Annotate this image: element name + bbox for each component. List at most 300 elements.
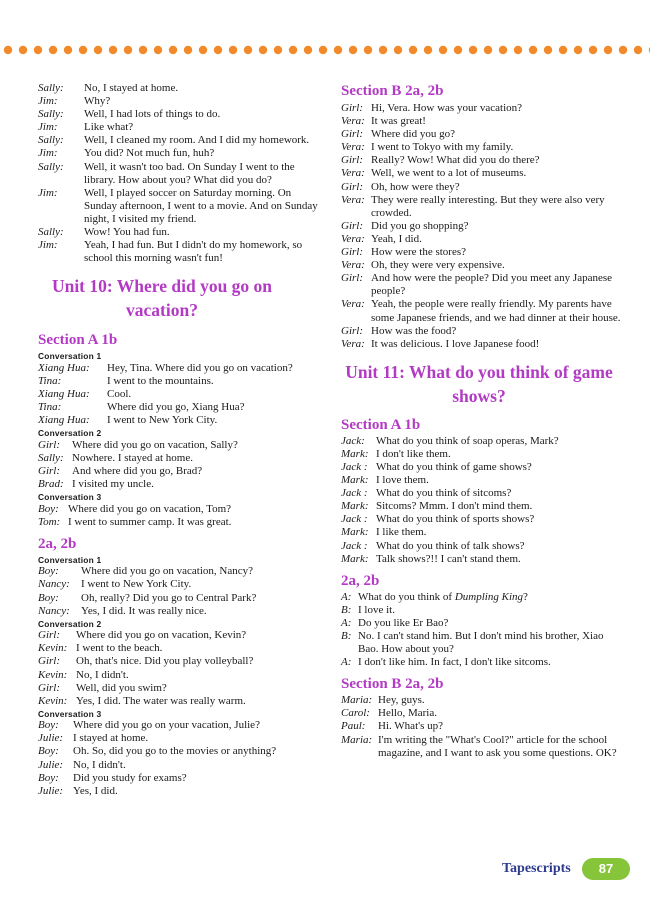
speaker-name: Girl: xyxy=(341,324,363,337)
dialogue-line xyxy=(38,226,320,239)
speaker-name: Julie: xyxy=(38,758,64,771)
dialogue-text xyxy=(84,187,320,226)
speaker-name: Vera: xyxy=(341,193,365,206)
speaker-name: Xiang Hua: xyxy=(38,414,90,427)
dialogue-text-part: I went to New York City. xyxy=(107,414,218,427)
dialogue-text-part: Yes, I did. xyxy=(73,784,118,797)
decorative-dot xyxy=(454,46,462,54)
dialogue-line xyxy=(341,325,623,338)
decorative-dot xyxy=(34,46,42,54)
speaker-name: Girl: xyxy=(38,464,60,477)
dialogue-line xyxy=(38,578,320,591)
dialogue-line xyxy=(341,167,623,180)
decorative-dot xyxy=(289,46,297,54)
dialogue-text xyxy=(358,630,623,656)
speaker-name: Sally: xyxy=(38,226,64,239)
decorative-dot xyxy=(424,46,432,54)
dialogue-text-part: I stayed at home. xyxy=(73,732,149,745)
dialogue-text-part: Like what? xyxy=(84,121,134,134)
speaker-name: Sally: xyxy=(38,451,64,464)
dialogue-text xyxy=(371,167,623,180)
decorative-dot xyxy=(439,46,447,54)
dialogue-line xyxy=(38,121,320,134)
dialogue-line xyxy=(341,604,623,617)
speaker-name: Girl: xyxy=(341,219,363,232)
dialogue-text-part: No. I can't stand him. But I don't mind his brother, Xiao Bao. How about you? xyxy=(358,630,604,656)
emphasized-title: Dumpling King xyxy=(454,590,524,603)
speaker-name: A: xyxy=(341,590,352,603)
speaker-name: Girl: xyxy=(38,629,60,642)
speaker-name: Nancy: xyxy=(38,604,70,617)
dialogue-line xyxy=(341,591,623,604)
dialogue-line xyxy=(38,732,320,745)
decorative-dot xyxy=(244,46,252,54)
dialogue-text-part: Where did you go on vacation, Kevin? xyxy=(76,629,247,642)
decorative-dot xyxy=(409,46,417,54)
dialogue-text-part: Oh, that's nice. Did you play volleyball? xyxy=(76,655,254,668)
dialogue-line xyxy=(341,246,623,259)
decorative-dot xyxy=(229,46,237,54)
dialogue-text-part: I'm writing the "What's Cool?" article for the school magazine, and I want to ask you some questions. OK? xyxy=(378,733,617,759)
dialogue-text xyxy=(84,161,320,187)
dialogue-line xyxy=(38,682,320,695)
speaker-name: Jim: xyxy=(38,239,58,252)
dialogue-text xyxy=(81,578,320,591)
dialogue-line xyxy=(341,461,623,474)
dialogue-text-part: Hey, Tina. Where did you go on vacation? xyxy=(107,361,293,374)
decorative-dot xyxy=(514,46,522,54)
decorative-dot xyxy=(379,46,387,54)
dialogue-text xyxy=(84,82,320,95)
dialogue-text xyxy=(84,226,320,239)
dialogue-line xyxy=(38,239,320,265)
decorative-dot xyxy=(484,46,492,54)
unit11-section-b-2a-2b-heading: Section B 2a, 2b xyxy=(341,676,444,693)
speaker-name: Boy: xyxy=(38,502,59,515)
dialogue-text xyxy=(84,239,320,265)
speaker-name: Maria: xyxy=(341,733,373,746)
dialogue-text-part: Where did you go on vacation, Nancy? xyxy=(81,565,253,578)
speaker-name: Mark: xyxy=(341,447,369,460)
unit-10-title: Unit 10: Where did you go on vacation? xyxy=(51,276,273,321)
dialogue-text-part: Well, it wasn't too bad. On Sunday I went to the library. How about you? What did you do? xyxy=(84,160,295,186)
dialogue-line xyxy=(341,115,623,128)
dialogue-line xyxy=(38,95,320,108)
dialogue-text xyxy=(371,115,623,128)
dialogue-line xyxy=(38,147,320,160)
speaker-name: Jim: xyxy=(38,147,58,160)
dialogue-line xyxy=(38,719,320,732)
dialogue-line xyxy=(341,513,623,526)
dialogue-text xyxy=(107,401,320,414)
speaker-name: A: xyxy=(341,656,352,669)
dialogue-text-part: Yeah, the people were really friendly. My parents have some Japanese friends, and we had dinner at their house. xyxy=(371,298,621,324)
dialogue-line xyxy=(341,259,623,272)
decorative-dot xyxy=(589,46,597,54)
dialogue-text-part: I love them. xyxy=(376,474,429,487)
right-column xyxy=(341,82,623,760)
page-number: 87 xyxy=(598,861,614,876)
dialogue-line xyxy=(38,642,320,655)
dialogue-text-part: Nowhere. I stayed at home. xyxy=(72,451,193,464)
dialogue-text xyxy=(371,272,623,298)
dialogue-line xyxy=(341,154,623,167)
dialogue-line xyxy=(341,487,623,500)
dialogue-text xyxy=(376,487,623,500)
dialogue-text-part: What do you think of soap operas, Mark? xyxy=(376,434,559,447)
dialogue-text-part: Well, did you swim? xyxy=(76,681,167,694)
speaker-name: Vera: xyxy=(341,141,365,154)
dialogue-text xyxy=(107,362,320,375)
dialogue-line xyxy=(341,272,623,298)
dialogue-line xyxy=(341,181,623,194)
speaker-name: Julie: xyxy=(38,784,64,797)
left-column xyxy=(38,82,320,798)
dialogue-text-part: Yeah, I had fun. But I didn't do my homework, so school this morning wasn't fun! xyxy=(84,239,303,265)
dialogue-line xyxy=(38,759,320,772)
dialogue-text xyxy=(84,147,320,160)
decorative-dot xyxy=(499,46,507,54)
dialogue-text xyxy=(376,513,623,526)
dialogue-text-part: Oh, how were they? xyxy=(371,180,460,193)
conversation-label: Conversation 1 xyxy=(38,351,102,362)
dialogue-text-part: Cool. xyxy=(107,388,132,400)
dialogue-text-part: I visited my uncle. xyxy=(72,478,154,491)
dialogue-line xyxy=(38,187,320,226)
dialogue-text-part: What do you think of talk shows? xyxy=(376,539,525,552)
dialogue-text-part: Hi, Vera. How was your vacation? xyxy=(371,102,523,114)
speaker-name: Vera: xyxy=(341,337,365,350)
dialogue-text-part: Yes, I did. The water was really warm. xyxy=(76,694,246,707)
dialogue-line xyxy=(38,772,320,785)
speaker-name: Jim: xyxy=(38,186,58,199)
dialogue-text xyxy=(376,435,623,448)
decorative-dot xyxy=(619,46,627,54)
dialogue-line xyxy=(341,630,623,656)
dialogue-line xyxy=(38,516,320,529)
dialogue-text xyxy=(371,128,623,141)
decorative-dot xyxy=(199,46,207,54)
dialogue-text-part: What do you think of sitcoms? xyxy=(376,487,512,500)
dialogue-text xyxy=(72,439,320,452)
decorative-dot xyxy=(319,46,327,54)
decorative-dot xyxy=(544,46,552,54)
dialogue-text xyxy=(73,785,320,798)
speaker-name: Xiang Hua: xyxy=(38,388,90,400)
dialogue-text xyxy=(371,194,623,220)
dialogue-text xyxy=(376,500,623,513)
speaker-name: Julie: xyxy=(38,732,64,745)
speaker-name: Girl: xyxy=(38,655,60,668)
dialogue-text xyxy=(376,461,623,474)
dialogue-text-part: I don't like him. In fact, I don't like sitcoms. xyxy=(358,656,551,669)
dialogue-text-part: Where did you go? xyxy=(371,128,455,141)
speaker-name: B: xyxy=(341,603,352,616)
decorative-dot xyxy=(349,46,357,54)
dialogue-text xyxy=(81,605,320,618)
dialogue-text-part: Really? Wow! What did you do there? xyxy=(371,154,540,167)
decorative-dot xyxy=(559,46,567,54)
dialogue-text xyxy=(371,246,623,259)
dialogue-text xyxy=(81,565,320,578)
decorative-dot xyxy=(259,46,267,54)
speaker-name: Sally: xyxy=(38,134,64,147)
dialogue-text-part: Yeah, I did. xyxy=(371,232,422,245)
dialogue-line xyxy=(38,388,320,401)
decorative-dot xyxy=(79,46,87,54)
speaker-name: Girl: xyxy=(341,246,363,259)
dialogue-text-part: Wow! You had fun. xyxy=(84,226,170,239)
dialogue-text-part: Did you study for exams? xyxy=(73,771,187,784)
dialogue-text xyxy=(73,745,320,758)
dialogue-text xyxy=(68,516,320,529)
dialogue-text-part: Oh, they were very expensive. xyxy=(371,259,505,272)
unit11-section-a-1b-heading: Section A 1b xyxy=(341,416,421,433)
dialogue-text xyxy=(371,259,623,272)
dialogue-text-part: Well, I cleaned my room. And I did my homework. xyxy=(84,134,310,147)
dialogue-text xyxy=(107,414,320,427)
dialogue-text xyxy=(84,95,320,108)
dialogue-text xyxy=(378,707,623,720)
dialogue-text xyxy=(371,102,623,115)
dialogue-line xyxy=(38,592,320,605)
dialogue-text-part: Talk shows?!! I can't stand them. xyxy=(376,552,521,565)
dialogue-text xyxy=(68,503,320,516)
dialogue-text-part: I went to the beach. xyxy=(76,642,163,655)
speaker-name: Carol: xyxy=(341,707,370,720)
dialogue-text xyxy=(376,553,623,566)
dialogue-text xyxy=(107,388,320,401)
page-footer xyxy=(500,858,640,882)
dialogue-text xyxy=(72,465,320,478)
decorative-dot xyxy=(184,46,192,54)
dialogue-text xyxy=(378,694,623,707)
dialogue-line xyxy=(341,474,623,487)
dialogue-text xyxy=(73,719,320,732)
dialogue-text-part: And how were the people? Did you meet any Japanese people? xyxy=(371,272,613,298)
dialogue-text-part: I went to Tokyo with my family. xyxy=(371,141,514,154)
speaker-name: Jack: xyxy=(341,434,365,447)
dialogue-text xyxy=(376,526,623,539)
speaker-name: Vera: xyxy=(341,259,365,272)
decorative-dot xyxy=(574,46,582,54)
dialogue-text-part: Where did you go on vacation, Tom? xyxy=(68,502,232,515)
dialogue-text xyxy=(378,734,623,760)
dialogue-text-part: Where did you go, Xiang Hua? xyxy=(107,401,245,414)
decorative-dot xyxy=(364,46,372,54)
dialogue-line xyxy=(38,161,320,187)
dialogue-text xyxy=(371,220,623,233)
speaker-name: Girl: xyxy=(38,681,60,694)
speaker-name: Vera: xyxy=(341,298,365,311)
speaker-name: Sally: xyxy=(38,108,64,121)
dialogue-line xyxy=(38,745,320,758)
speaker-name: Brad: xyxy=(38,478,64,491)
speaker-name: Vera: xyxy=(341,232,365,245)
dialogue-text-part: No, I didn't. xyxy=(73,758,126,771)
decorative-dot xyxy=(304,46,312,54)
decorative-dot xyxy=(634,46,642,54)
decorative-dot xyxy=(109,46,117,54)
dialogue-text-part: What do you think of game shows? xyxy=(376,460,532,473)
speaker-name: Vera: xyxy=(341,115,365,128)
dialogue-text xyxy=(84,121,320,134)
speaker-name: Mark: xyxy=(341,500,369,513)
speaker-name: Paul: xyxy=(341,720,366,733)
dialogue-text-part: Why? xyxy=(84,95,111,108)
dialogue-text xyxy=(73,772,320,785)
dialogue-text xyxy=(376,448,623,461)
dialogue-text-part: Well, we went to a lot of museums. xyxy=(371,167,527,180)
decorative-dot xyxy=(154,46,162,54)
decorative-dot xyxy=(94,46,102,54)
dialogue-text-part: Hi. What's up? xyxy=(378,720,444,733)
dialogue-text-part: I went to the mountains. xyxy=(107,374,214,387)
dialogue-text-part: I went to summer camp. It was great. xyxy=(68,515,232,528)
dialogue-text xyxy=(76,655,320,668)
dialogue-text xyxy=(358,656,623,669)
dialogue-line xyxy=(341,128,623,141)
speaker-name: Girl: xyxy=(38,438,60,451)
dialogue-text xyxy=(371,141,623,154)
dialogue-line xyxy=(38,669,320,682)
speaker-name: Vera: xyxy=(341,167,365,180)
dialogue-line xyxy=(341,617,623,630)
dialogue-line xyxy=(341,526,623,539)
dialogue-text xyxy=(76,669,320,682)
dialogue-line xyxy=(341,720,623,733)
dialogue-text-part: Oh. So, did you go to the movies or anything? xyxy=(73,745,277,758)
dialogue-text xyxy=(371,233,623,246)
speaker-name: Jim: xyxy=(38,121,58,134)
dialogue-text xyxy=(371,181,623,194)
dialogue-text xyxy=(376,474,623,487)
dialogue-text-part: They were really interesting. But they were also very crowded. xyxy=(371,193,605,219)
dialogue-text xyxy=(84,108,320,121)
dialogue-line xyxy=(341,553,623,566)
dialogue-line xyxy=(38,362,320,375)
decorative-dot xyxy=(469,46,477,54)
dialogue-line xyxy=(341,734,623,760)
dialogue-text xyxy=(76,695,320,708)
dialogue-text-part: You did? Not much fun, huh? xyxy=(84,147,215,160)
dialogue-text-part: Oh, really? Did you go to Central Park? xyxy=(81,591,257,604)
dialogue-line xyxy=(341,220,623,233)
speaker-name: Jack : xyxy=(341,513,368,526)
dialogue-text-part: Yes, I did. It was really nice. xyxy=(81,604,207,617)
dialogue-text-part: How were the stores? xyxy=(371,246,466,259)
dialogue-text-part: Do you like Er Bao? xyxy=(358,616,449,629)
decorative-dot xyxy=(4,46,12,54)
dialogue-text xyxy=(358,604,623,617)
decorative-dot xyxy=(274,46,282,54)
speaker-name: Jack : xyxy=(341,487,368,500)
speaker-name: Girl: xyxy=(341,272,363,285)
dialogue-line xyxy=(38,465,320,478)
speaker-name: Girl: xyxy=(341,128,363,141)
dialogue-line xyxy=(38,605,320,618)
speaker-name: Boy: xyxy=(38,565,59,578)
dialogue-line xyxy=(38,629,320,642)
speaker-name: Xiang Hua: xyxy=(38,361,90,374)
decorative-dot xyxy=(394,46,402,54)
dialogue-text-part: Hello, Maria. xyxy=(378,707,437,720)
dialogue-text-part: I love it. xyxy=(358,603,395,616)
dialogue-line xyxy=(341,233,623,246)
dialogue-text-part: How was the food? xyxy=(371,324,457,337)
dialogue-line xyxy=(341,448,623,461)
dialogue-line xyxy=(38,375,320,388)
dialogue-text xyxy=(81,592,320,605)
dialogue-line xyxy=(38,478,320,491)
conversation-label: Conversation 2 xyxy=(38,428,102,439)
speaker-name: Kevin: xyxy=(38,642,68,655)
dialogue-text-part: No, I didn't. xyxy=(76,668,129,681)
dialogue-text-part: Did you go shopping? xyxy=(371,219,469,232)
dialogue-text xyxy=(378,720,623,733)
dialogue-line xyxy=(341,102,623,115)
dialogue-text xyxy=(76,682,320,695)
conversation-label: Conversation 1 xyxy=(38,554,102,565)
dialogue-text xyxy=(376,540,623,553)
speaker-name: Mark: xyxy=(341,474,369,487)
speaker-name: Girl: xyxy=(341,154,363,167)
unit11-section-2a-2b-heading: 2a, 2b xyxy=(341,572,380,589)
speaker-name: Sally: xyxy=(38,160,64,173)
dialogue-text-part: No, I stayed at home. xyxy=(84,82,179,94)
dialogue-line xyxy=(341,141,623,154)
dialogue-text-part: What do you think of sports shows? xyxy=(376,513,535,526)
dialogue-line xyxy=(341,298,623,324)
dialogue-line xyxy=(38,134,320,147)
dialogue-text xyxy=(76,642,320,655)
dialogue-line xyxy=(38,82,320,95)
decorative-dot xyxy=(49,46,57,54)
speaker-name: Tina: xyxy=(38,401,62,414)
speaker-name: Jack : xyxy=(341,539,368,552)
dialogue-line xyxy=(38,695,320,708)
dialogue-line xyxy=(38,108,320,121)
dialogue-line xyxy=(341,435,623,448)
speaker-name: Jim: xyxy=(38,95,58,108)
dialogue-text xyxy=(358,617,623,630)
dialogue-line xyxy=(38,452,320,465)
dialogue-text xyxy=(72,452,320,465)
speaker-name: Girl: xyxy=(341,180,363,193)
decorative-dot xyxy=(19,46,27,54)
dialogue-text-part: What do you think of xyxy=(358,590,455,603)
dialogue-line xyxy=(38,439,320,452)
speaker-name: Nancy: xyxy=(38,578,70,591)
dialogue-line xyxy=(341,707,623,720)
speaker-name: Kevin: xyxy=(38,668,68,681)
page-number-badge xyxy=(582,858,630,880)
dialogue-text-part: Sitcoms? Mmm. I don't mind them. xyxy=(376,500,533,513)
speaker-name: Mark: xyxy=(341,526,369,539)
dialogue-text-part: I don't like them. xyxy=(376,447,451,460)
dialogue-line xyxy=(341,656,623,669)
conversation-label: Conversation 3 xyxy=(38,708,102,719)
dialogue-line xyxy=(341,194,623,220)
dialogue-text-part: It was delicious. I love Japanese food! xyxy=(371,337,540,350)
dialogue-text xyxy=(76,629,320,642)
dialogue-text-part: Well, I had lots of things to do. xyxy=(84,108,221,121)
dialogue-line xyxy=(38,401,320,414)
dialogue-text xyxy=(72,478,320,491)
dialogue-text xyxy=(84,134,320,147)
dialogue-line xyxy=(341,500,623,513)
dialogue-text-part: I went to New York City. xyxy=(81,578,192,591)
